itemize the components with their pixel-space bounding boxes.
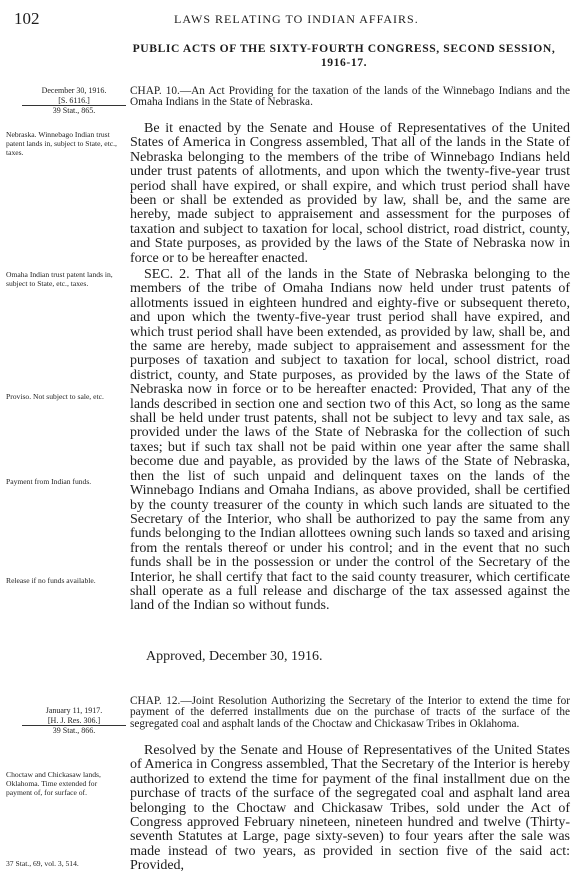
act2-body: Resolved by the Senate and House of Representatives of the United States of America in Congress assembled, That the Secretary of the Interior is hereby authorized to extend the time for payment of the final installment due on the purchase of tracts of the surface of the segregated coal and asphalt land area belonging to the Choctaw and Chickasaw Tribes, sold under the Act of Congress approved February nineteen, nineteen hundred and twelve (Thirty-seventh Statutes at Large, page sixty-seven) to four years after the sale was made instead of two years, as provided in section five of the said act: Provided, [130,743,570,874]
section-title: PUBLIC ACTS OF THE SIXTY-FOURTH CONGRESS, SECOND SESSION, 1916-17. [132,42,556,69]
side-note-payment: Payment from Indian funds. [6,477,92,486]
act1-approved: Approved, December 30, 1916. [146,649,323,664]
act1-chapter-heading: CHAP. 10.—An Act Providing for the taxation of the lands of the Winnebago Indians and the Omaha Indians in the State of Nebraska. [130,85,570,109]
act1-citation [22,86,126,116]
act1-citation-statutes: 39 Stat., 865. [52,106,96,115]
side-note-statutes: 37 Stat., 69, vol. 3, 514. [6,859,79,868]
running-title: LAWS RELATING TO INDIAN AFFAIRS. [174,12,419,26]
act1-citation-date: December 30, 1916. [41,86,107,95]
side-note-proviso: Proviso. Not subject to sale, etc. [6,392,104,401]
act2-citation-date: January 11, 1917. [45,706,103,715]
page-number: 102 [14,9,40,28]
side-note-choctaw: Choctaw and Chickasaw lands, Oklahoma. Time extended for payment of, for surface of. [6,770,101,797]
act1-citation-number: [S. 6116.] [22,96,126,107]
act2-citation [22,706,126,736]
act2-citation-statutes: 39 Stat., 866. [52,726,96,735]
act2-chapter-heading: CHAP. 12.—Joint Resolution Authorizing the Secretary of the Interior to extend the time for payment of the deferred installments due on the purchase of tracts of the surface of the segregated coal and asphalt lands of the Choctaw and Chickasaw Tribes in Oklahoma. [130,695,570,730]
page-header [14,9,568,29]
side-note-winnebago: Nebraska. Winnebago Indian trust patent lands in, subject to State, etc., taxes. [6,130,117,157]
act1-section-1: Be it enacted by the Senate and House of Representatives of the United States of America in Congress assembled, That all of the lands in the State of Nebraska belonging to the members of the tribe of Winnebago Indians held under trust patents of allotments, and upon which the twenty-five-year trust period shall have expired, or shall expire, and which trust period shall have been or shall be extended as provided by law, shall be, and the same are hereby, made subject to appraisement and assessment for the purposes of taxation and subject to taxation for local, school district, road district, county, and State purposes, as provided by the laws of the State of Nebraska now in force or to be hereafter enacted. [130,121,570,266]
act1-section-2: SEC. 2. That all of the lands in the State of Nebraska belonging to the members of the tribe of Omaha Indians now held under trust patents of allotments issued in eighteen hundred and eighty-five or subsequent thereto, and upon which the twenty-five-year trust period shall have expired, and which trust period shall have been extended, as provided by law, shall be, and the same are hereby, made subject to appraisement and assessment for the purposes of taxation and subject to taxation for local, school district, road district, county, and State purposes, as provided by the laws of the State of Nebraska now in force or to be hereafter enacted: Provided, That any of the lands described in section one and section two of this Act, so long as the same shall be held under trust patents, shall not be subject to levy and tax sale, as provided under the laws of the State of Nebraska for the collection of such taxes; but if such tax shall not be paid within one year after the same shall become due and payable, as provided by the laws of the State of Nebraska, then the list of such unpaid and delinquent taxes on the lands of the Winnebago Indians and Omaha Indians, as above provided, shall be certified by the county treasurer of the county in which such lands are situated to the Secretary of the Interior, who shall be authorized to pay the same from any funds belonging to the Indian allottees owning such lands so taxed and arising from the rentals thereof or under his control; and in the event that no such funds shall be in the possession or under the control of the Secretary of the Interior, he shall certify that fact to the said county treasurer, which certificate shall operate as a full release and discharge of the tax assessed against the land of the Indian so without funds. [130,267,570,614]
side-note-release: Release if no funds available. [6,576,96,585]
act2-citation-number: [H. J. Res. 306.] [22,716,126,727]
side-note-omaha: Omaha Indian trust patent lands in, subject to State, etc., taxes. [6,270,113,288]
